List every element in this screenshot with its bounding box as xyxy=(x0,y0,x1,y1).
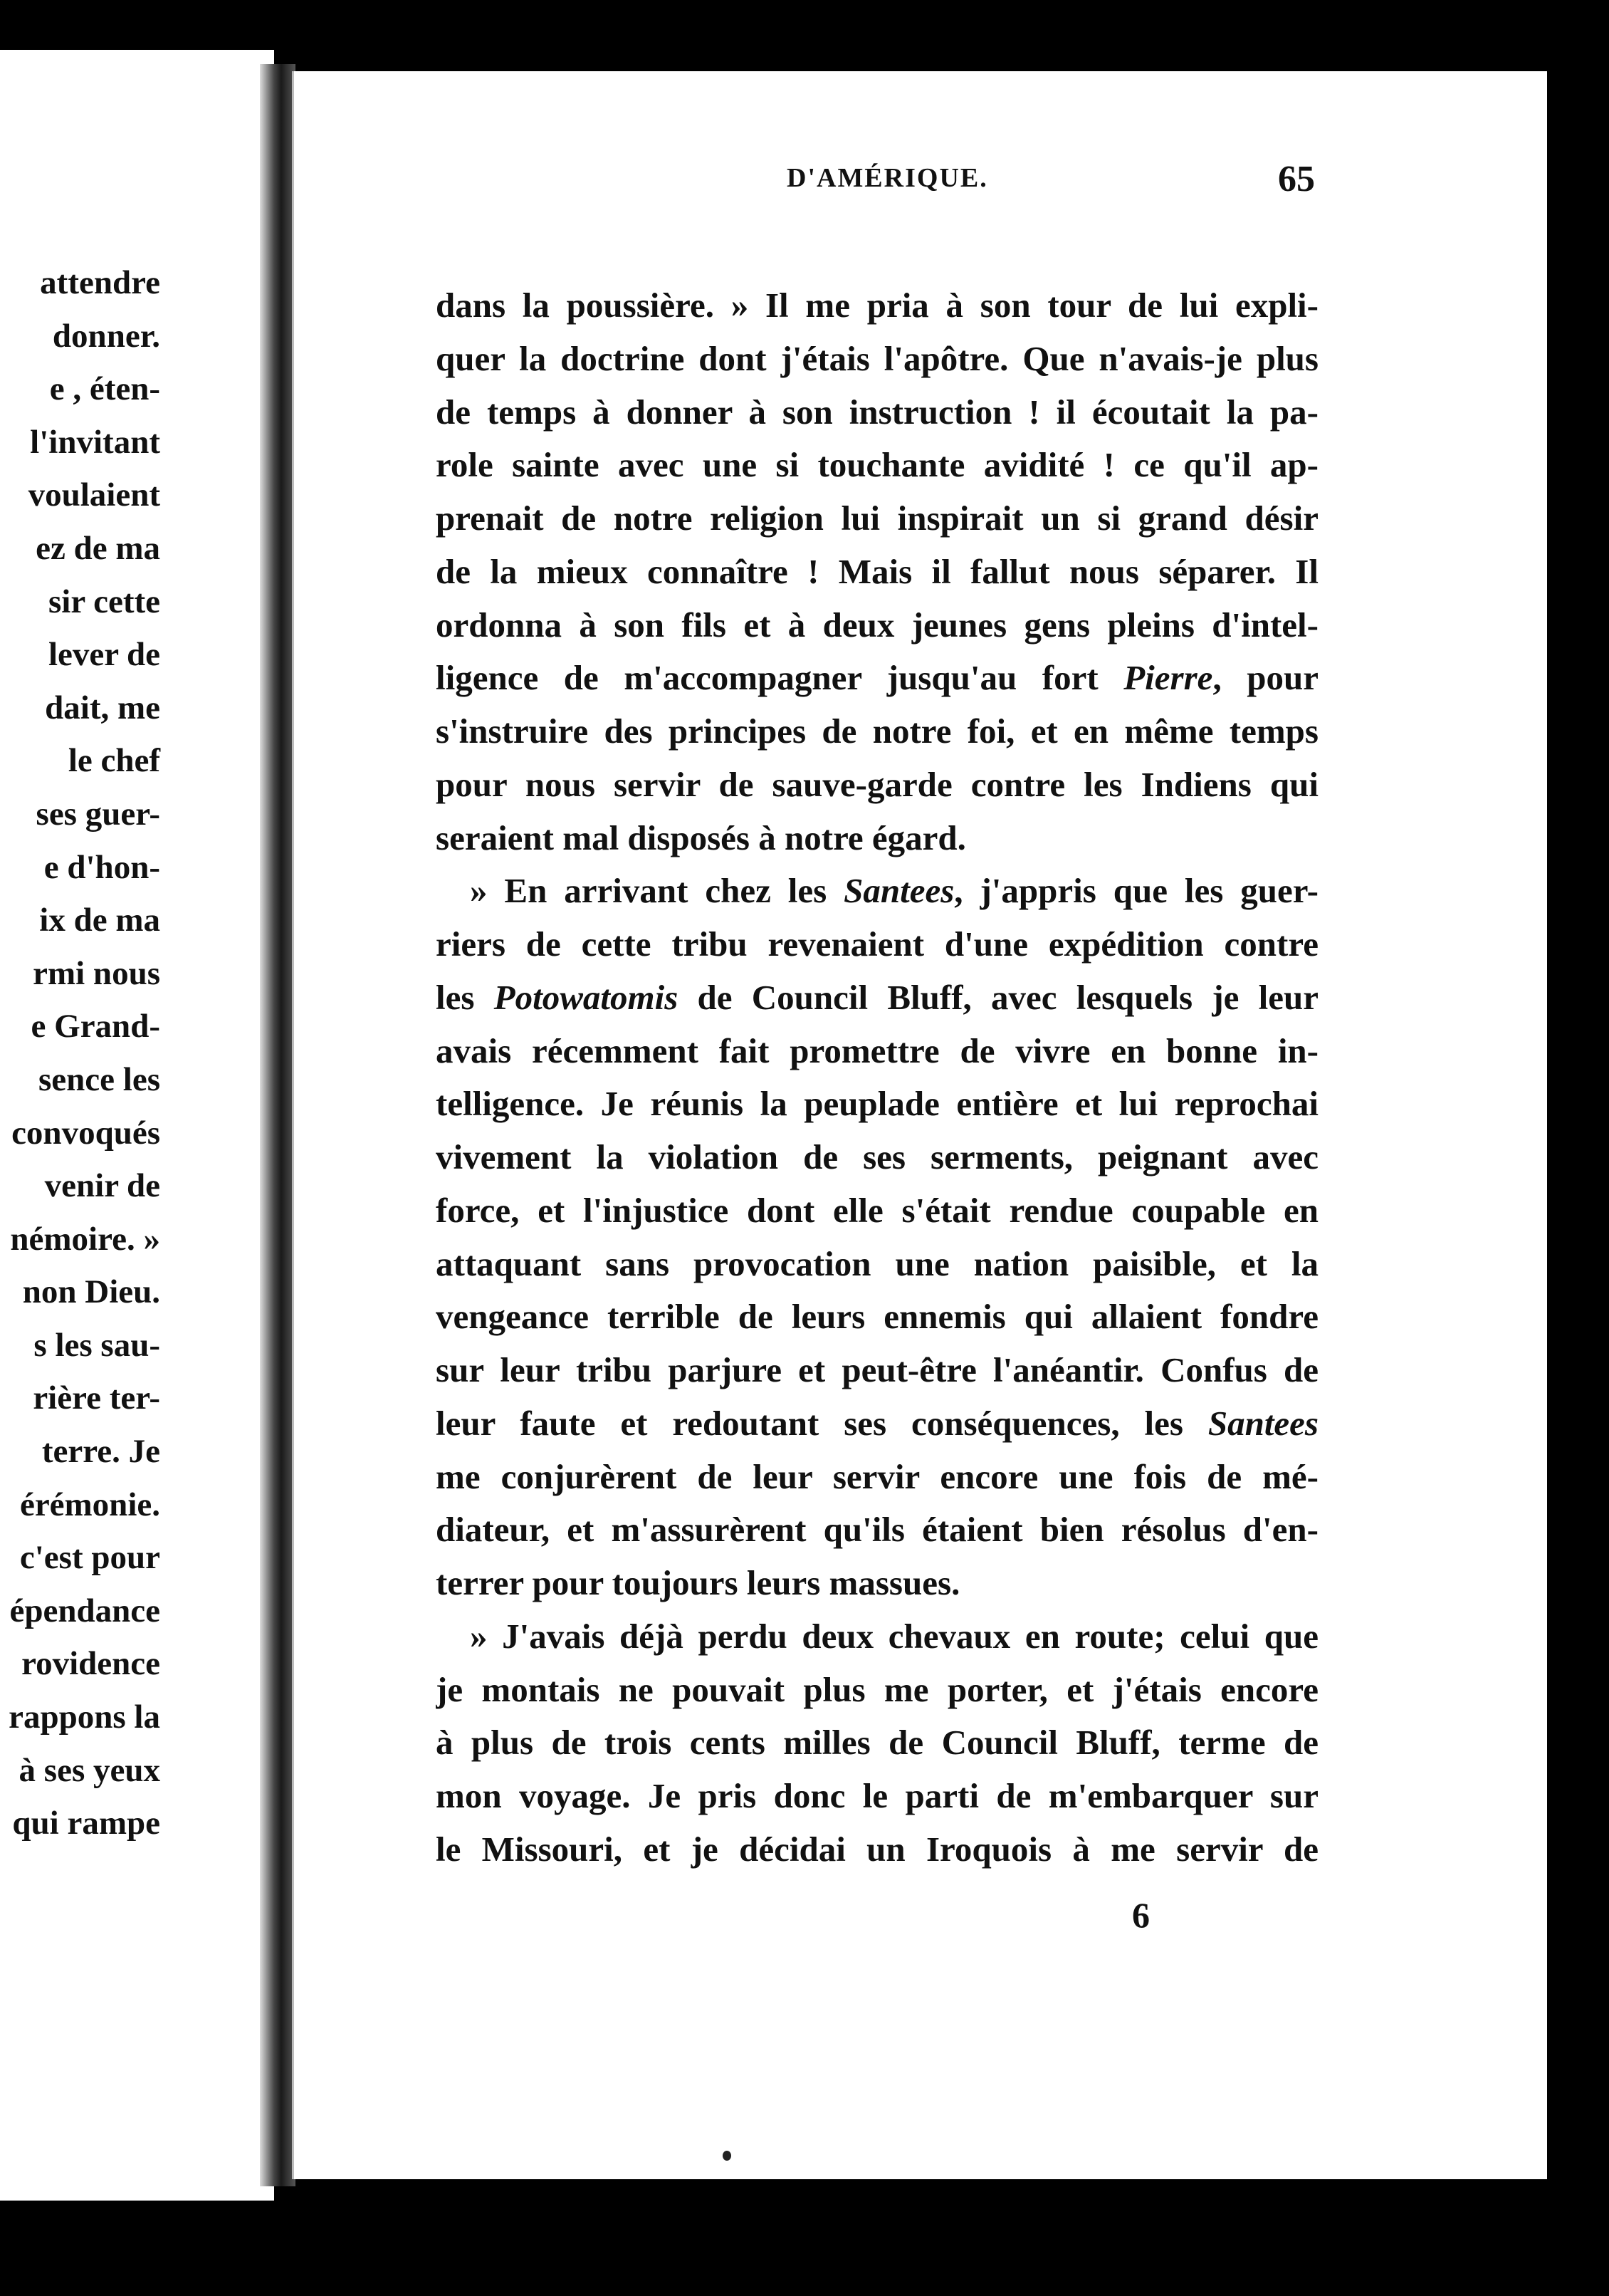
text-line: non Dieu. xyxy=(22,1273,160,1311)
text-line: némoire. » xyxy=(10,1220,160,1258)
text-line: je montais ne pouvait plus me porter, et j'étais encore xyxy=(436,1669,1319,1709)
text-line: donner. xyxy=(52,317,160,355)
italic-tribe-name: Potowatomis xyxy=(493,977,678,1017)
text-line: force, et l'injustice dont elle s'était rendue coupable en xyxy=(436,1190,1319,1230)
text-line: qui rampe xyxy=(12,1805,160,1842)
text-line: ses guer- xyxy=(36,795,160,833)
text-line: terre. Je xyxy=(41,1433,160,1471)
text-line: l'invitant xyxy=(30,423,160,461)
text-line: érémonie. xyxy=(19,1486,160,1523)
text-line: quer la doctrine dont j'étais l'apôtre. Que n'avais-je plus xyxy=(436,338,1319,378)
text-line: voulaient xyxy=(28,476,160,514)
text-line xyxy=(436,652,1319,705)
text-line: mon voyage. Je pris donc le parti de m'embarquer sur xyxy=(436,1776,1319,1815)
left-page-text xyxy=(9,256,160,1850)
text-line: rière ter- xyxy=(33,1379,160,1417)
text-line: sur leur tribu parjure et peut-être l'anéantir. Confus de xyxy=(436,1350,1319,1389)
signature-mark: 6 xyxy=(1132,1895,1150,1935)
text-line: e , éten- xyxy=(49,370,160,408)
text-line: riers de cette tribu revenaient d'une expédition contre xyxy=(436,924,1319,964)
text-line: telligence. Je réunis la peuplade entière et lui reprochai xyxy=(436,1084,1319,1124)
text-line: ordonna à son fils et à deux jeunes gens pleins d'intel- xyxy=(436,605,1319,645)
text-segment: , j'appris que les guer- xyxy=(954,871,1319,911)
text-line: s'instruire des principes de notre foi, et en même temps xyxy=(436,711,1319,751)
text-segment: les xyxy=(436,977,494,1017)
text-line: terrer pour toujours leurs massues. xyxy=(436,1563,960,1602)
text-line: convoqués xyxy=(11,1114,160,1152)
text-line: ez de ma xyxy=(36,529,160,567)
text-line: le Missouri, et je décidai un Iroquois à me servir de xyxy=(436,1829,1319,1869)
body-text xyxy=(436,279,1319,1877)
italic-tribe-name: Santees xyxy=(844,871,955,911)
text-line: le chef xyxy=(68,742,160,780)
text-line: vengeance terrible de leurs ennemis qui allaient fondre xyxy=(436,1297,1319,1337)
text-line: dans la poussière. » Il me pria à son tour de lui expli- xyxy=(436,286,1319,325)
text-line: sence les xyxy=(38,1060,160,1098)
text-line: pour nous servir de sauve-garde contre les Indiens qui xyxy=(436,764,1319,804)
text-segment: leur faute et redoutant ses conséquences, les xyxy=(436,1403,1208,1443)
text-line: épendance xyxy=(9,1592,160,1629)
page-number: 65 xyxy=(1278,159,1315,199)
text-line: attaquant sans provocation une nation paisible, et la xyxy=(436,1243,1319,1283)
italic-place-name: Pierre xyxy=(1123,658,1213,698)
book-gutter xyxy=(260,64,295,2186)
text-line: venir de xyxy=(44,1167,160,1205)
text-line: à plus de trois cents milles de Council Bluff, terme de xyxy=(436,1723,1319,1763)
text-line: rovidence xyxy=(21,1645,160,1683)
text-line: lever de xyxy=(48,636,160,674)
text-segment: ligence de m'accompagner jusqu'au fort xyxy=(436,658,1124,698)
text-line: dait, me xyxy=(45,689,160,726)
text-line: role sainte avec une si touchante avidité ! ce qu'il ap- xyxy=(436,445,1319,485)
text-line xyxy=(436,865,1319,918)
text-segment: de Council Bluff, avec lesquels je leur xyxy=(678,977,1319,1017)
text-line: vivement la violation de ses serments, peignant avec xyxy=(436,1137,1319,1176)
text-line: c'est pour xyxy=(19,1539,160,1577)
text-segment: , pour xyxy=(1212,658,1319,698)
text-line: de la mieux connaître ! Mais il fallut nous séparer. Il xyxy=(436,551,1319,591)
text-line: avais récemment fait promettre de vivre en bonne in- xyxy=(436,1030,1319,1070)
text-line xyxy=(436,1397,1319,1451)
text-line: rmi nous xyxy=(33,954,160,992)
text-line: sir cette xyxy=(48,583,160,620)
text-line: attendre xyxy=(40,264,160,301)
ink-speck xyxy=(723,2151,731,2161)
left-page xyxy=(0,50,274,2201)
text-line: de temps à donner à son instruction ! il écoutait la pa- xyxy=(436,392,1319,432)
text-line: » J'avais déjà perdu deux chevaux en route; celui que xyxy=(470,1616,1319,1656)
text-line: me conjurèrent de leur servir encore une fois de mé- xyxy=(436,1456,1319,1496)
running-head: D'AMÉRIQUE. xyxy=(787,163,988,193)
text-line: e Grand- xyxy=(31,1008,160,1045)
text-line: diateur, et m'assurèrent qu'ils étaient bien résolus d'en- xyxy=(436,1510,1319,1550)
text-line: e d'hon- xyxy=(43,848,160,886)
text-segment: » En arrivant chez les xyxy=(470,871,844,911)
text-line: ix de ma xyxy=(39,902,160,939)
text-line xyxy=(436,971,1319,1025)
text-line: à ses yeux xyxy=(19,1751,160,1789)
text-line: s les sau- xyxy=(33,1326,160,1364)
italic-tribe-name: Santees xyxy=(1207,1403,1319,1443)
text-line: rappons la xyxy=(9,1698,160,1736)
text-line: seraient mal disposés à notre égard. xyxy=(436,818,966,857)
text-line: prenait de notre religion lui inspirait un si grand désir xyxy=(436,499,1319,538)
